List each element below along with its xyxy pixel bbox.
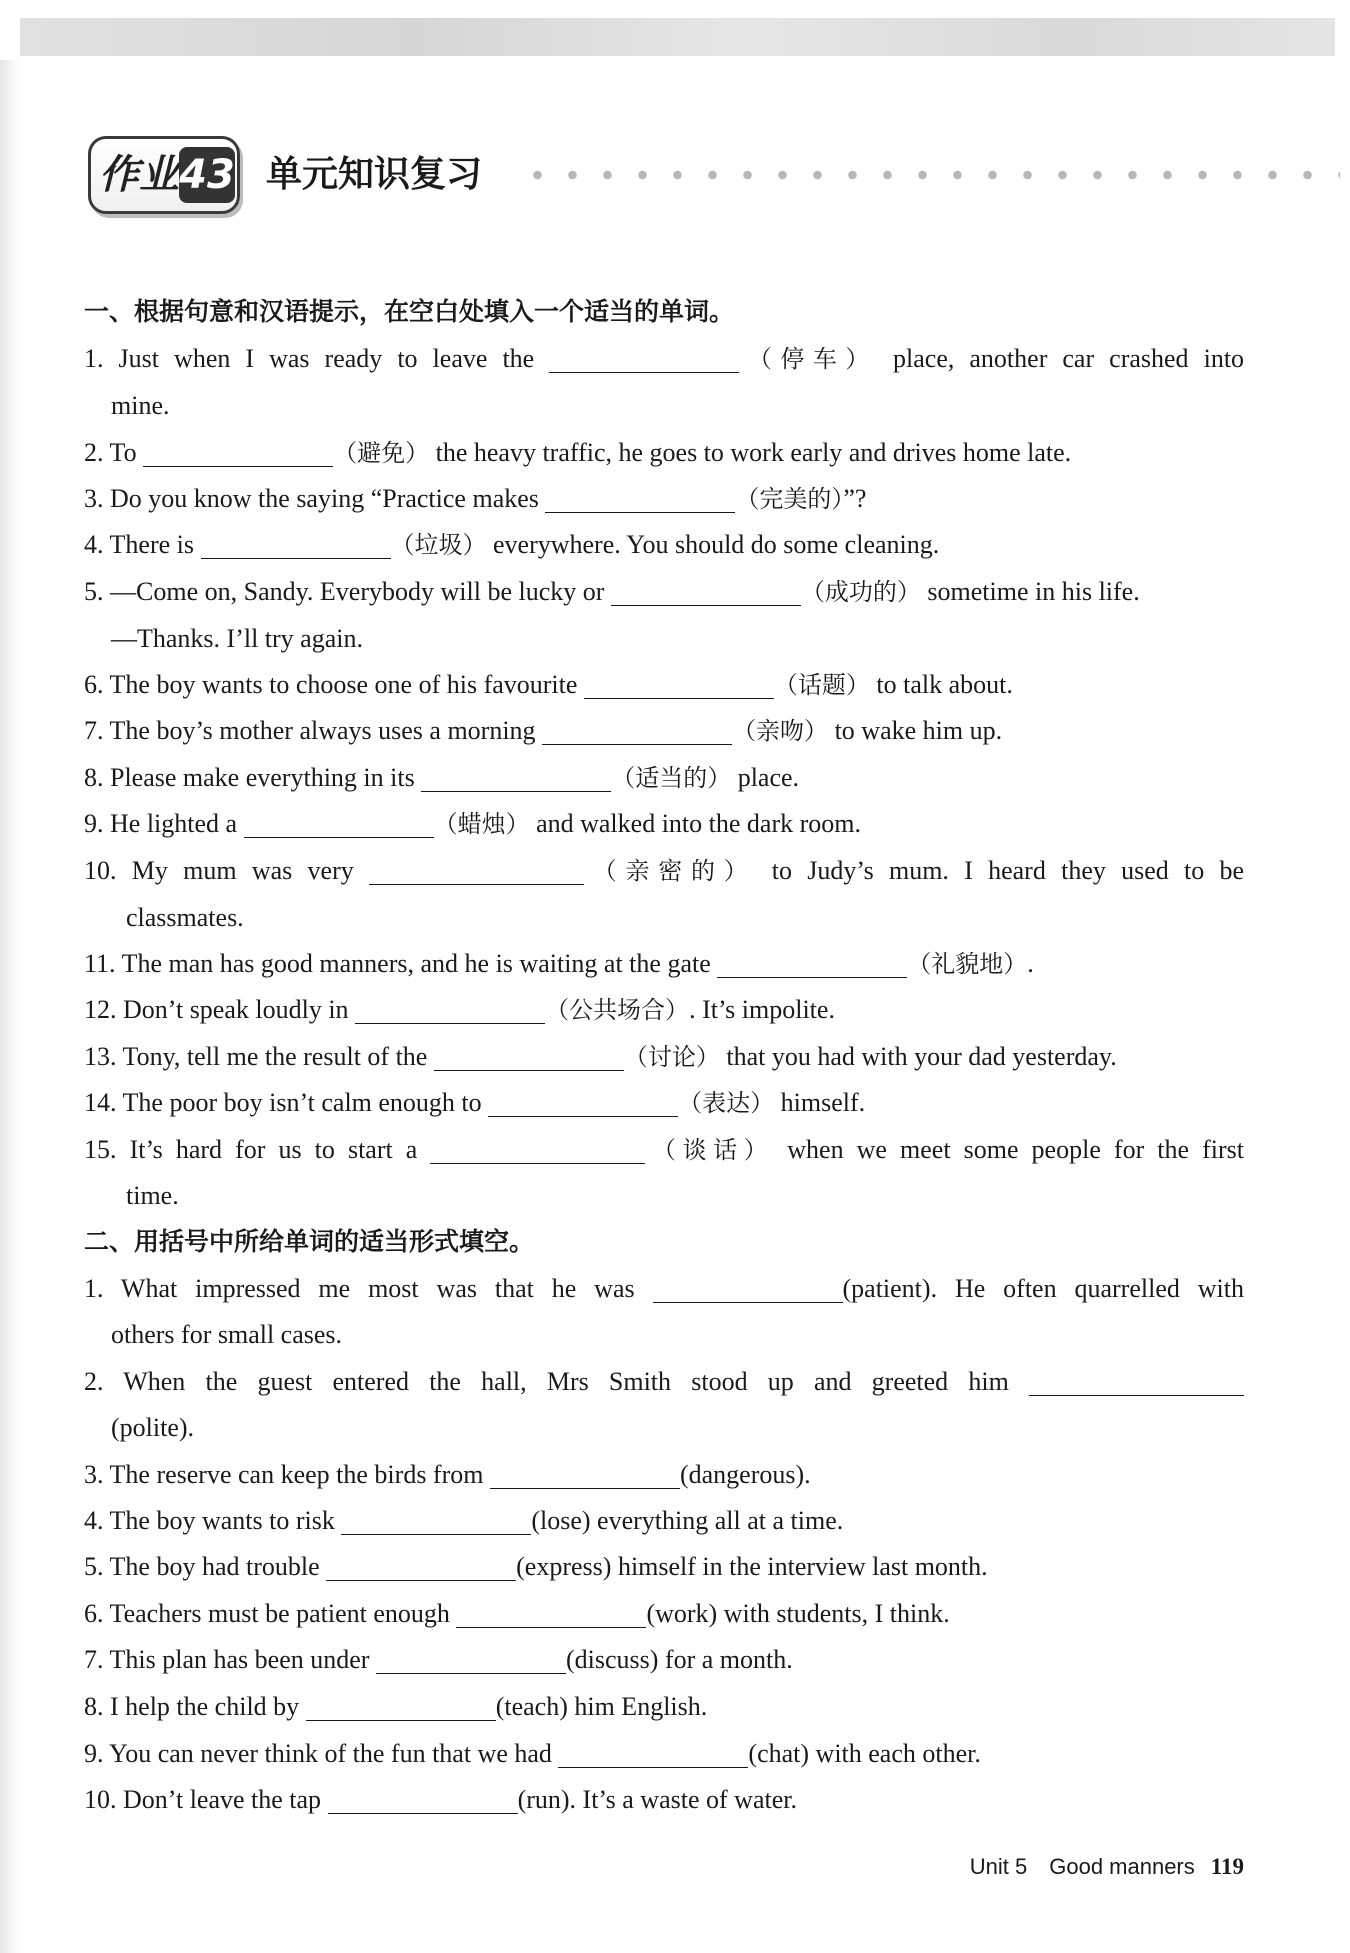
question-1-5: 5. —Come on, Sandy. Everybody will be lucky or （成功的） sometime in his life. <box>84 569 1244 615</box>
answer-blank[interactable] <box>434 1038 624 1071</box>
homework-badge-number: 43 <box>179 147 235 203</box>
question-2-7: 7. This plan has been under (discuss) for a month. <box>84 1637 1244 1683</box>
question-2-3: 3. The reserve can keep the birds from (dangerous). <box>84 1452 1244 1498</box>
question-2-9: 9. You can never think of the fun that we had (chat) with each other. <box>84 1731 1244 1777</box>
answer-blank[interactable] <box>558 1735 748 1768</box>
answer-blank[interactable] <box>611 573 801 606</box>
page-top-strip <box>20 18 1335 56</box>
answer-blank[interactable] <box>430 1131 645 1164</box>
answer-blank[interactable] <box>369 852 584 885</box>
question-1-15-continued: time. <box>126 1181 179 1210</box>
question-2-5: 5. The boy had trouble (express) himself in the interview last month. <box>84 1544 1244 1590</box>
footer-unit-title: Good manners <box>1049 1854 1195 1879</box>
question-2-1: 1. What impressed me most was that he was (patient). He often quarrelled with <box>84 1266 1244 1312</box>
answer-blank[interactable] <box>328 1781 518 1814</box>
answer-blank[interactable] <box>653 1270 843 1303</box>
question-2-1-continued: others for small cases. <box>111 1320 343 1349</box>
answer-blank[interactable] <box>488 1084 678 1117</box>
footer-unit: Unit 5 <box>969 1854 1028 1879</box>
answer-blank[interactable] <box>143 434 333 467</box>
page-binding-shade <box>0 60 22 1953</box>
answer-blank[interactable] <box>326 1548 516 1581</box>
question-1-2: 2. To （避免） the heavy traffic, he goes to work early and drives home late. <box>84 430 1244 476</box>
question-1-10: 10. My mum was very （亲密的） to Judy’s mum. I heard they used to be <box>84 848 1244 894</box>
question-1-13: 13. Tony, tell me the result of the （讨论） that you had with your dad yesterday. <box>84 1034 1244 1080</box>
section-1-heading: 一、根据句意和汉语提示，在空白处填入一个适当的单词。 <box>84 297 735 326</box>
answer-blank[interactable] <box>306 1688 496 1721</box>
answer-blank[interactable] <box>456 1595 646 1628</box>
section-2-heading: 二、用括号中所给单词的适当形式填空。 <box>84 1227 535 1256</box>
question-1-1-continued: mine. <box>111 391 170 420</box>
title-dot-divider <box>520 170 1340 180</box>
question-2-4: 4. The boy wants to risk (lose) everything all at a time. <box>84 1498 1244 1544</box>
question-1-5-continued: —Thanks. I’ll try again. <box>111 624 363 653</box>
answer-blank[interactable] <box>584 666 774 699</box>
answer-blank[interactable] <box>717 945 907 978</box>
question-1-7: 7. The boy’s mother always uses a morning （亲吻） to wake him up. <box>84 708 1244 754</box>
question-1-1: 1. Just when I was ready to leave the （停车） place, another car crashed into <box>84 336 1244 382</box>
question-1-3: 3. Do you know the saying “Practice makes （完美的）”? <box>84 476 1244 522</box>
homework-badge <box>88 136 240 214</box>
question-1-10-continued: classmates. <box>126 903 244 932</box>
question-2-6: 6. Teachers must be patient enough (work) with students, I think. <box>84 1591 1244 1637</box>
answer-blank[interactable] <box>244 805 434 838</box>
question-2-10: 10. Don’t leave the tap (run). It’s a waste of water. <box>84 1777 1244 1823</box>
answer-blank[interactable] <box>355 991 545 1024</box>
answer-blank[interactable] <box>1029 1363 1244 1396</box>
question-1-11: 11. The man has good manners, and he is waiting at the gate （礼貌地）. <box>84 941 1244 987</box>
page-footer <box>970 1850 1244 1884</box>
question-1-9: 9. He lighted a （蜡烛） and walked into the dark room. <box>84 801 1244 847</box>
question-1-14: 14. The poor boy isn’t calm enough to （表达） himself. <box>84 1080 1244 1126</box>
question-1-12: 12. Don’t speak loudly in （公共场合）. It’s impolite. <box>84 987 1244 1033</box>
answer-blank[interactable] <box>201 526 391 559</box>
question-2-2-continued: (polite). <box>111 1413 195 1442</box>
answer-blank[interactable] <box>549 340 739 373</box>
answer-blank[interactable] <box>545 480 735 513</box>
question-1-6: 6. The boy wants to choose one of his favourite （话题） to talk about. <box>84 662 1244 708</box>
answer-blank[interactable] <box>490 1456 680 1489</box>
homework-badge-label: 作业 <box>99 152 179 198</box>
question-2-2: 2. When the guest entered the hall, Mrs Smith stood up and greeted him <box>84 1359 1244 1405</box>
question-2-8: 8. I help the child by (teach) him English. <box>84 1684 1244 1730</box>
answer-blank[interactable] <box>341 1502 531 1535</box>
page-title: 单元知识复习 <box>266 154 483 195</box>
question-1-4: 4. There is （垃圾） everywhere. You should do some cleaning. <box>84 522 1244 568</box>
answer-blank[interactable] <box>421 759 611 792</box>
answer-blank[interactable] <box>542 712 732 745</box>
page-number: 119 <box>1210 1854 1244 1879</box>
question-1-15: 15. It’s hard for us to start a （谈话） when we meet some people for the first <box>84 1127 1244 1173</box>
answer-blank[interactable] <box>376 1641 566 1674</box>
question-1-8: 8. Please make everything in its （适当的） place. <box>84 755 1244 801</box>
